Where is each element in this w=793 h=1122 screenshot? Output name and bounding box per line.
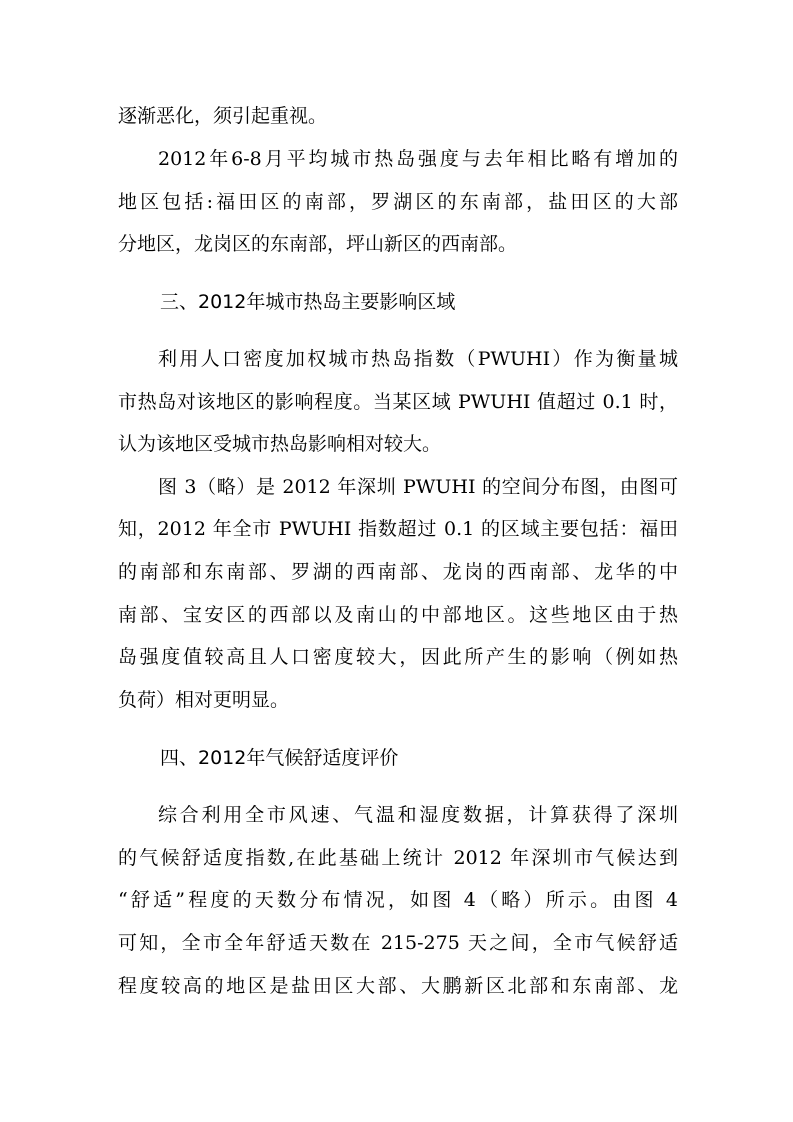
paragraph-line: 认为该地区受城市热岛影响相对较大。 [118, 433, 442, 455]
section-heading-3: 三、2012年城市热岛主要影响区域 [160, 291, 456, 313]
paragraph-line: 的南部和东南部、罗湖的西南部、龙岗的西南部、龙华的中 [118, 561, 678, 583]
paragraph-line: “舒适”程度的天数分布情况，如图 4（略）所示。由图 4 [118, 889, 678, 911]
paragraph-line: 负荷）相对更明显。 [118, 689, 290, 711]
paragraph-line: 市热岛对该地区的影响程度。当某区域 PWUHI 值超过 0.1 时， [118, 391, 678, 413]
paragraph-line: 地区包括:福田区的南部，罗湖区的东南部，盐田区的大部 [118, 191, 678, 213]
paragraph-line: 分地区，龙岗区的东南部，坪山新区的西南部。 [118, 233, 518, 255]
paragraph-line: 逐渐恶化，须引起重视。 [118, 105, 328, 127]
section-heading-4: 四、2012年气候舒适度评价 [160, 747, 399, 769]
paragraph-line: 程度较高的地区是盐田区大部、大鹏新区北部和东南部、龙 [118, 975, 678, 997]
paragraph-line: 2012年6-8月平均城市热岛强度与去年相比略有增加的 [158, 148, 678, 170]
paragraph-line: 南部、宝安区的西部以及南山的中部地区。这些地区由于热 [118, 604, 678, 626]
paragraph-line: 知，2012 年全市 PWUHI 指数超过 0.1 的区域主要包括：福田 [118, 518, 678, 540]
paragraph-line: 综合利用全市风速、气温和湿度数据，计算获得了深圳 [158, 804, 678, 826]
paragraph-line: 岛强度值较高且人口密度较大，因此所产生的影响（例如热 [118, 646, 678, 668]
paragraph-line: 的气候舒适度指数,在此基础上统计 2012 年深圳市气候达到 [118, 847, 678, 869]
paragraph-line: 利用人口密度加权城市热岛指数（PWUHI）作为衡量城 [158, 348, 678, 370]
paragraph-line: 可知，全市全年舒适天数在 215-275 天之间，全市气候舒适 [118, 932, 678, 954]
paragraph-line: 图 3（略）是 2012 年深圳 PWUHI 的空间分布图，由图可 [158, 476, 678, 498]
